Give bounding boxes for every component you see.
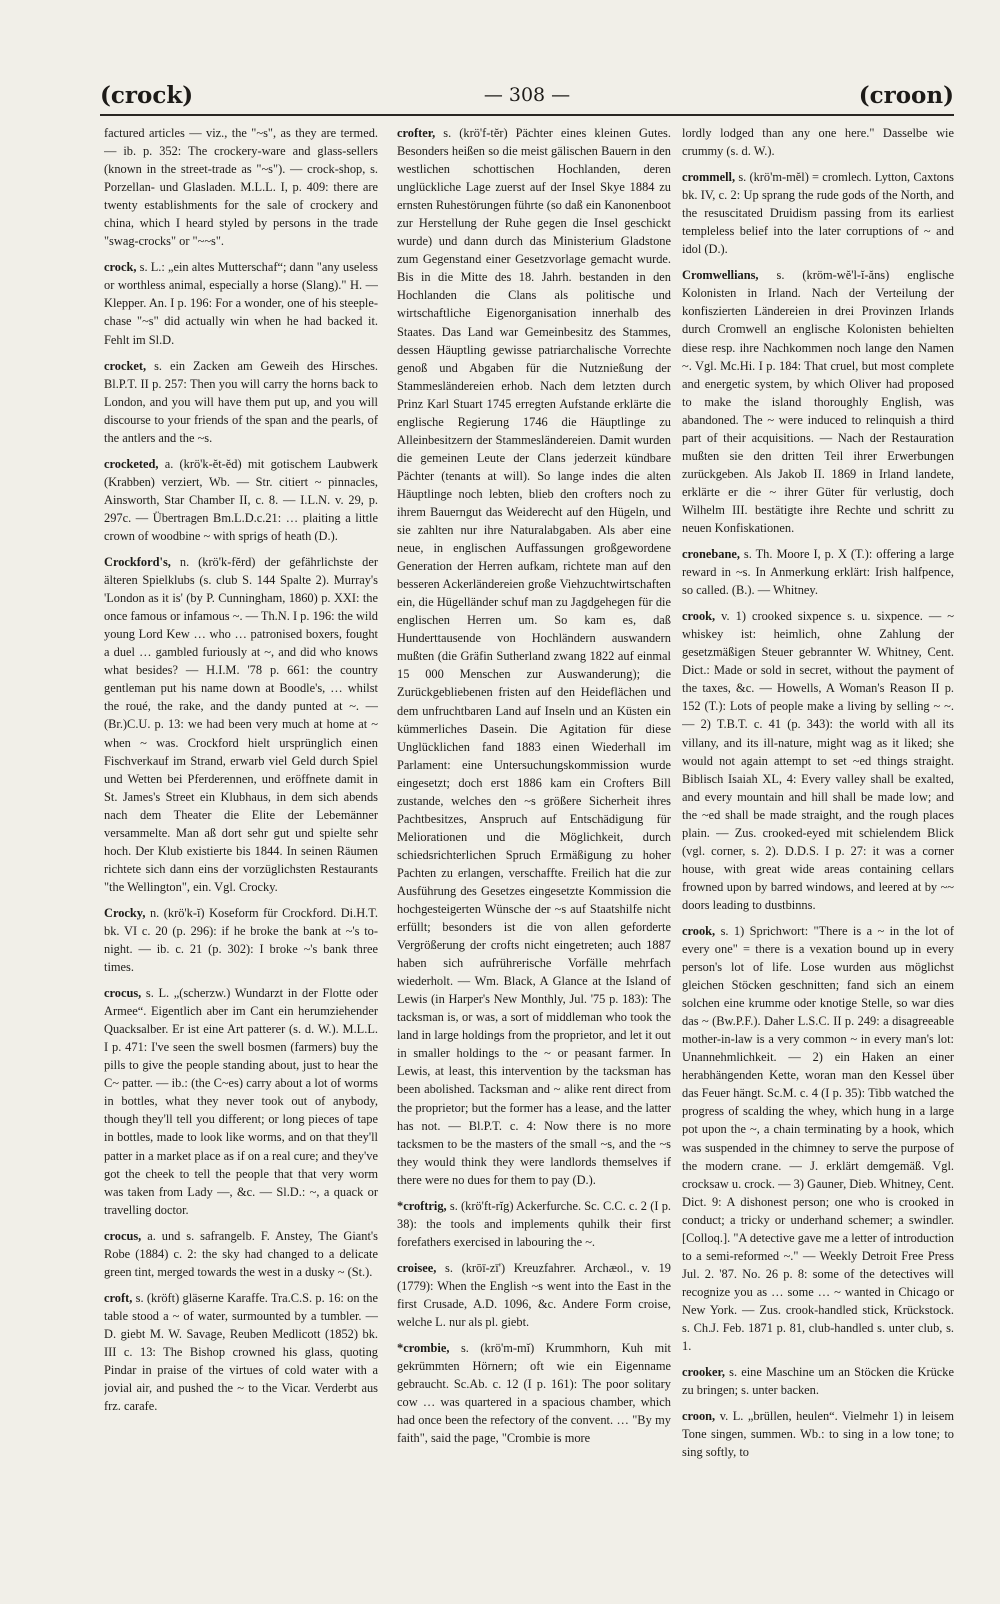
entry-headword: croisee, (397, 1260, 437, 1275)
dictionary-entry (682, 168, 954, 258)
entry-text: s. ein Zacken am Geweih des Hirsches. Bl.P.T. II p. 257: Then you will carry the horns back to London, and you will have them put up, and you will discourse to your friends of the span and the pearls, of the antlers and the ~s. (104, 358, 378, 445)
entry-text: s. eine Maschine um an Stöcken die Krücke zu bringen; s. unter backen. (682, 1365, 954, 1398)
entry-headword: crook, (682, 923, 716, 938)
dictionary-entry (682, 922, 954, 1355)
entry-headword: crocus, (104, 986, 142, 1001)
entry-text: a. (krö'k-ĕt-ĕd) mit gotischem Laubwerk (Krabben) verziert, Wb. — Str. citiert ~ pinnacles, Ainsworth, Star Chamber II, c. 8. — I.L.N. v. 29, p. 297c. — Übertragen Bm.L.D.c.21: … plaiting a little crown of woodbine ~ with sprigs of heath (D.). (104, 456, 378, 543)
entry-headword: *croftrig, (397, 1198, 447, 1213)
dictionary-entry (104, 1289, 378, 1415)
dictionary-entry (104, 1227, 378, 1281)
entry-headword: crommell, (682, 170, 736, 185)
entry-text: a. und s. safrangelb. F. Anstey, The Giant's Robe (1884) c. 2: the sky had changed to a delicate green tint, merged towards the west in a dusky ~ (St.). (104, 1228, 378, 1279)
entry-headword: crook, (682, 609, 716, 624)
dictionary-entry (104, 904, 378, 976)
dictionary-entry (104, 984, 378, 1219)
dictionary-entry (682, 1407, 954, 1461)
text-column-3 (682, 124, 954, 1590)
left-guide-word: (crock) (100, 82, 194, 109)
entry-headword: croon, (682, 1409, 716, 1424)
dictionary-entry (104, 124, 378, 250)
dictionary-entry (104, 258, 378, 348)
entry-text: s. 1) Sprichwort: "There is a ~ in the lot of every one" = there is a vexation bound up in every person's lot of life. Lose wurden aus möglichst gleichen Stöcken geschnitten; fand sich an einem solchen eine krumme oder knotige Stelle, so war dies das ~ (Bw.P.F.). Daher L.S.C. II p. 249: a disagreeable mother-in-law is a very common ~ in every man's lot: Unannehmlichkeit. — 2) ein Haken an einer herabhängenden Kette, woran man den Kessel über das Feuer hängt. Sc.M. c. 4 (I p. 35): Tibb watched the progress of scalding the whey, which hung in a large pot upon the ~, a chain terminating by a hook, which was suspended in the chimney to serve the purpose of the modern crane. — J. erklärt demgemäß. Vgl. crocksaw u. crock. — 3) Gauner, Dieb. Whitney, Cent. Dict. 9: A dishonest person; one who is crooked in conduct; a tricky or underhand schemer; a swindler. [Colloq.]. "A detective gave me a letter of introduction to a semi-reformed ~." — Weekly Detroit Free Press Jul. 2. '87. No. 26 p. 8: some of the detectives will recognize you as … some … ~ wanted in Chicago or New York. — Zus. crook-handled stick, Krückstock. s. Ch.J. Feb. 1871 p. 81, club-handled s. unter club, s. 1. (682, 923, 954, 1354)
entry-headword: croft, (104, 1290, 133, 1305)
entry-headword: Crocky, (104, 905, 146, 920)
dictionary-entry (682, 266, 954, 537)
entry-headword: crocus, (104, 1228, 142, 1243)
dictionary-entry (682, 607, 954, 914)
entry-text: v. L. „brüllen, heulen“. Vielmehr 1) in leisem Tone singen, summen. Wb.: to sing in a low tone; to sing softly, to (682, 1409, 954, 1460)
entry-text: s. (krö'ft-rĭg) Ackerfurche. Sc. C.C. c. 2 (I p. 38): the tools and implements quhilk their first forefathers exercised in labouring the ~. (397, 1198, 671, 1249)
entry-text: s. (kröm-wĕ'l-ĭ-ăns) englische Kolonisten in Irland. Nach der Verteilung der konfiszierten Ländereien in drei Provinzen Irlands durch Cromwell an englische Kolonisten behielten diese resp. ihre Nachkommen noch lange den Namen ~. Vgl. Mc.Hi. I p. 184: That cruel, but most complete and energetic system, by which Oliver had proposed to make the island thoroughly English, was abandoned. The ~ were induced to relinquish a third part of their acquisitions. — Nach der Restauration mußten sie den dritten Teil ihrer Erwerbungen zurückgeben. Als Jakob II. 1869 in Irland landete, erklärte er die ~ ihrer Güter für verlustig, doch Wilhelm III. bestätigte ihre Rechte und schritt zu neuen Konfiskationen. (682, 268, 954, 535)
dictionary-entry (682, 1363, 954, 1399)
right-guide-word: (croon) (858, 82, 954, 109)
entry-headword: *crombie, (397, 1341, 450, 1356)
page-number: — 308 — (483, 84, 571, 106)
text-column-2 (397, 124, 671, 1590)
running-header (100, 82, 954, 116)
entry-text: lordly lodged than any one here." Dasselbe wie crummy (s. d. W.). (682, 126, 954, 159)
dictionary-entry (682, 124, 954, 160)
dictionary-entry (397, 124, 671, 1189)
entry-text: s. Th. Moore I, p. X (T.): offering a large reward in ~s. In Anmerkung erklärt: Irish halfpence, so called. (B.). — Whitney. (682, 547, 954, 598)
entry-headword: crofter, (397, 126, 436, 140)
entry-headword: crooker, (682, 1365, 726, 1380)
dictionary-entry (104, 357, 378, 447)
entry-headword: cronebane, (682, 547, 740, 562)
dictionary-entry (397, 1259, 671, 1331)
entry-text: n. (krö'k-ĭ) Koseform für Crockford. Di.H.T. bk. VI c. 20 (p. 296): if he broke the bank at ~'s to-night. — ib. c. 21 (p. 302): I broke ~'s bank three times. (104, 905, 378, 975)
entry-headword: crocketed, (104, 456, 159, 471)
entry-text: n. (krö'k-fĕrd) der gefährlichste der älteren Spielklubs (s. club S. 144 Spalte 2). Murray's 'London as it is' (by P. Cunningham, 1860) p. XXI: the once famous or infamous ~. — Th.N. I p. 196: the wild young Lord Kew … who … patronised boxers, fought a duel … gambled furiously at ~, and did who knows what besides? — H.I.M. '78 p. 661: the country gentleman put his name down at Boodle's, … whilst the roué, the rake, and the dandy punted at ~. — (Br.)C.U. p. 13: we had been very much at home at ~ when ~ was. Crockford hielt ursprünglich einen Fischverkauf im Strand, erwarb viel Geld durch Spiel und Wetten bei Pferderennen, und eröffnete damit in St. James's Street ein Klubhaus, in dem sich abends nach dem Theater die Elite der Lebemänner versammelte. Man aß dort sehr gut und spielte sehr hoch. Der Klub existierte bis 1844. In seinen Räumen richtete sich dann eins der vorzüglichsten Restaurants "the Wellington", ein. Vgl. Crocky. (104, 555, 378, 894)
entry-text: s. (krö'f-tĕr) Pächter eines kleinen Gutes. Besonders heißen so die meist gälischen Bauern in den westlichen schottischen Hochlanden, deren unglückliche Lage zuerst auf der Insel Skye 1884 zu ernsten Ruhestörungen führte (so daß ein Kanonenboot zur Herstellung der Ruhe gegen die Insel geschickt wurde) und dann durch das Ministerium Gladstone zum Gegenstand einer Gesetzvorlage gemacht wurde. Bis in die Mitte des 18. Jahrh. bestanden in den Hochlanden die Clans als politische und wirtschaftliche Eigenorganisation innerhalb des Staates. Das Land war Gemeinbesitz des Stammes, dessen Häuptling gewisse patriarchalische Vorrechte genoß und Abgaben für die Nutznießung der Stammesländereien erhob. Nach dem letzten durch Prinz Karl Stuart 1745 erregten Aufstande erklärte die englische Regierung 1746 die Häuptlinge zu Alleinbesitzern der Stammesländereien. Damit wurden die gemeinen Leute der Clans jederzeit kündbare Pächter (tenants at will). So lange indes die alten Häuptlinge noch lebten, blieb den crofters noch zu ihrem Bauerngut das Weiderecht auf den Hügeln, und sie zahlten nur ihre Naturalabgaben. Als aber eine neue, in englischen Auffassungen großgewordene Generation der Herren aufkam, richtete man auf den besseren Ackerländereien große Viehzuchtwirtschaften ein, die Hügelländer schuf man zu Jagdgehegen für die englischen Herren um. So kam es, daß Hunderttausende von Hochländern auswandern mußten (die Gräfin Sutherland zwang 1822 auf einmal 15 000 Menschen zur Auswanderung); die Zurückgebliebenen fristen auf den Heideflächen und dem unfruchtbaren Land auf Inseln und an Küsten ein kümmerliches Dasein. Die Agitation für diese Unglücklichen fand 1883 einen Wiederhall im Parlament: eine Untersuchungskommission wurde eingesetzt; doch erst 1886 kam ein Crofters Bill zustande, welches den ~s größere Sicherheit ihres Pachtbesitzes, Anspruch auf Entschädigung für Meliorationen und die Möglichkeit, durch schiedsrichterlichen Spruch Ermäßigung zu hoher Pachten zu erlangen, verschaffte. Freilich hat die zur Ausführung des Gesetzes eingesetzte Kommission die hochgesteigerten Wünsche der ~s auf Staatshilfe nicht erfüllt; besonders ist die von allen geforderte Vergrößerung der crofts nicht eingetreten; auch 1887 haben sich aufrührerische Vorfälle mehrfach wiederholt. — Wm. Black, A Glance at the Island of Lewis (in Harper's New Monthly, Jul. '75 p. 183): The tacksman is, or was, a sort of middleman who took the land in large holdings from the proprietor, and let it out in smaller holdings to the ~ or peasant farmer. In Lewis, at least, this intervention by the tacksman has been abolished. Tacksman and ~ alike rent direct from the proprietor; but the former has a lease, and the latter has not. — Bl.P.T. c. 4: Now there is no more tacksmen to be the masters of the small ~s, and the ~s they would think they were landlords themselves if there were no dues for them to pay (D.). (397, 126, 671, 1187)
entry-text: s. L. „(scherzw.) Wundarzt in der Flotte oder Armee“. Eigentlich aber im Cant ein herumziehender Quacksalber. Er ist eine Art patterer (s. d. W.). M.L.L. I p. 471: I've seen the swell bosmen (farmers) buy the pills to give the people standing about, just to hear the C~ patter. — ib.: (the C~es) carry about a lot of worms in bottles, what they never took out of anybody, though they'll tell you different; or long pieces of tape in bottles, made to look like worms, and on that they'll patter in a market place as if on a real cure; and they've got the cheek to tell the people that that very worm was taken from Lady —, &c. — Sl.D.: ~, a quack or travelling doctor. (104, 986, 378, 1217)
entry-text: v. 1) crooked sixpence s. u. sixpence. — ~ whiskey ist: heimlich, ohne Zahlung der gesetzmäßigen Steuer gebrannter W. Whitney, Cent. Dict.: Made or sold in secret, without the payment of the taxes, &c. — Howells, A Woman's Reason II p. 152 (T.): Lots of people make a living by selling ~ ~. — 2) T.B.T. c. 41 (p. 343): the world with all its villany, and its ill-nature, might wag as it liked; she would not again attempt to set ~ed things straight. Biblisch Isaiah XL, 4: Every valley shall be exalted, and every mountain and hill shall be made low; and the ~ed shall be made straight, and the rough places plain. — Zus. crooked-eyed mit schielendem Blick (vgl. corner, s. 2). D.D.S. I p. 27: it was a corner house, with great wide areas containing cellars frowned upon by barred windows, and leered at by ~~ doors leading to dustbinns. (682, 609, 954, 912)
entry-text: factured articles — viz., the "~s", as they are termed. — ib. p. 352: The crockery-ware and glass-sellers (known in the street-trade as "~s"). — crock-shop, s. Porzellan- und Glasladen. M.L.L. I, p. 409: there are twenty establishments for the sale of crockery and china, which I heard styled by persons in the trade "swag-crocks" or "~~s". (104, 126, 378, 249)
dictionary-entry (104, 553, 378, 896)
entry-text: s. L.: „ein altes Mutterschaf“; dann "any useless or worthless animal, especially a horse (Slang)." H. — Klepper. An. I p. 196: For a wonder, one of his steeple-chase "~s" did actually win when he had backed it. Fehlt im Sl.D. (104, 260, 378, 347)
text-column-1 (104, 124, 378, 1590)
entry-text: s. (krö'm-mĭ) Krummhorn, Kuh mit gekrümmten Hörnern; oft wie ein Eigenname gebraucht. Sc.Ab. c. 12 (I p. 161): The poor solitary cow … was quartered in a spacious chamber, which had once been the refectory of the convent. … "By my faith", said the page, "Crombie is more (397, 1341, 671, 1446)
entry-headword: crock, (104, 260, 137, 275)
dictionary-entry (397, 1197, 671, 1251)
entry-text: s. (kröft) gläserne Karaffe. Tra.C.S. p. 16: on the table stood a ~ of water, surmounted by a tumbler. — D. giebt M. W. Savage, Reuben Medlicott (1852) bk. III c. 13: The Bishop crowned his glass, quoting Pindar in praise of the virtues of cold water with a jovial air, and pushed the ~ to the Vicar. Verderbt aus frz. carafe. (104, 1290, 378, 1414)
entry-text: s. (krö'm-mĕl) = cromlech. Lytton, Caxtons bk. IV, c. 2: Up sprang the rude gods of the North, and the resuscitated Druidism passing from its earliest templeless belief into the later corruptions of ~ and idol (D.). (682, 170, 954, 257)
dictionary-entry (104, 455, 378, 545)
entry-headword: crocket, (104, 358, 147, 373)
dictionary-entry (397, 1339, 671, 1447)
entry-text: s. (krōī-zī') Kreuzfahrer. Archæol., v. 19 (1779): When the English ~s went into the East in the first Crusade, A.D. 1096, &c. Andere Form croise, welche L. nur als pl. giebt. (397, 1260, 671, 1330)
dictionary-entry (682, 545, 954, 599)
entry-headword: Cromwellians, (682, 268, 759, 283)
entry-headword: Crockford's, (104, 555, 171, 570)
